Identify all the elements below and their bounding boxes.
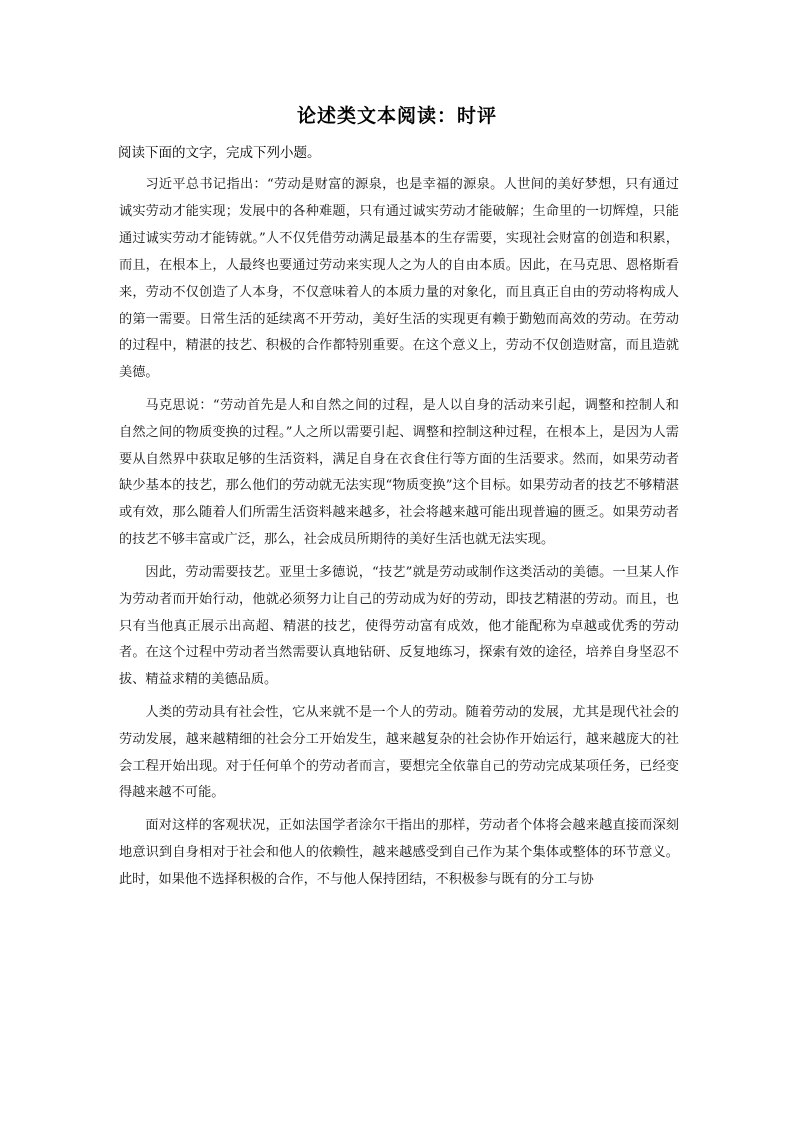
paragraph-3: 因此，劳动需要技艺。亚里士多德说，“技艺”就是劳动或制作这类活动的美德。一旦某人作为劳动者而开始行动，他就必须努力让自己的劳动成为好的劳动，即技艺精湛的劳动。而且，也只有当他真正展示出高超、精湛的技艺，使得劳动富有成效，他才能配称为卓越或优秀的劳动者。在这个过程中劳动者当然需要认真地钻研、反复地练习，探索有效的途径，培养自身坚忍不拔、精益求精的美德品质。 [119, 564, 679, 688]
article-body [119, 172, 679, 894]
paragraph-1: 习近平总书记指出：“劳动是财富的源泉，也是幸福的源泉。人世间的美好梦想，只有通过诚实劳动才能实现；发展中的各种难题，只有通过诚实劳动才能破解；生命里的一切辉煌，只能通过诚实劳动才能铸就。”人不仅凭借劳动满足最基本的生存需要，实现社会财富的创造和积累，而且，在根本上，人最终也要通过劳动来实现人之为人的自由本质。因此，在马克思、恩格斯看来，劳动不仅创造了人本身，不仅意味着人的本质力量的对象化，而且真正自由的劳动将构成人的第一需要。日常生活的延续离不开劳动，美好生活的实现更有赖于勤勉而高效的劳动。在劳动的过程中，精湛的技艺、积极的合作都特别重要。在这个意义上，劳动不仅创造财富，而且造就美德。 [119, 177, 679, 381]
paragraph-5: 面对这样的客观状况，正如法国学者涂尔干指出的那样，劳动者个体将会越来越直接而深刻地意识到自身相对于社会和他人的依赖性，越来越感受到自己作为某个集体或整体的环节意义。此时，如果他不选择积极的合作，不与他人保持团结，不积极参与既有的分工与协 [119, 817, 679, 887]
paragraph-4: 人类的劳动具有社会性，它从来就不是一个人的劳动。随着劳动的发展，尤其是现代社会的劳动发展，越来越精细的社会分工开始发生，越来越复杂的社会协作开始运行，越来越庞大的社会工程开始出现。对于任何单个的劳动者而言，要想完全依靠自己的劳动完成某项任务，已经变得越来越不可能。 [119, 704, 679, 801]
instruction-text: 阅读下面的文字，完成下列小题。 [118, 145, 321, 161]
paragraph-2: 马克思说：“劳动首先是人和自然之间的过程，是人以自身的活动来引起，调整和控制人和自然之间的物质变换的过程。”人之所以需要引起、调整和控制这种过程，在根本上，是因为人需要从自然界中获取足够的生活资料，满足自身在衣食住行等方面的生活要求。然而，如果劳动者缺少基本的技艺，那么他们的劳动就无法实现“物质变换”这个目标。如果劳动者的技艺不够精湛或有效，那么随着人们所需生活资料越来越多，社会将越来越可能出现普遍的匮乏。如果劳动者的技艺不够丰富或广泛，那么，社会成员所期待的美好生活也就无法实现。 [119, 397, 679, 548]
page-title: 论述类文本阅读：时评 [296, 105, 497, 127]
